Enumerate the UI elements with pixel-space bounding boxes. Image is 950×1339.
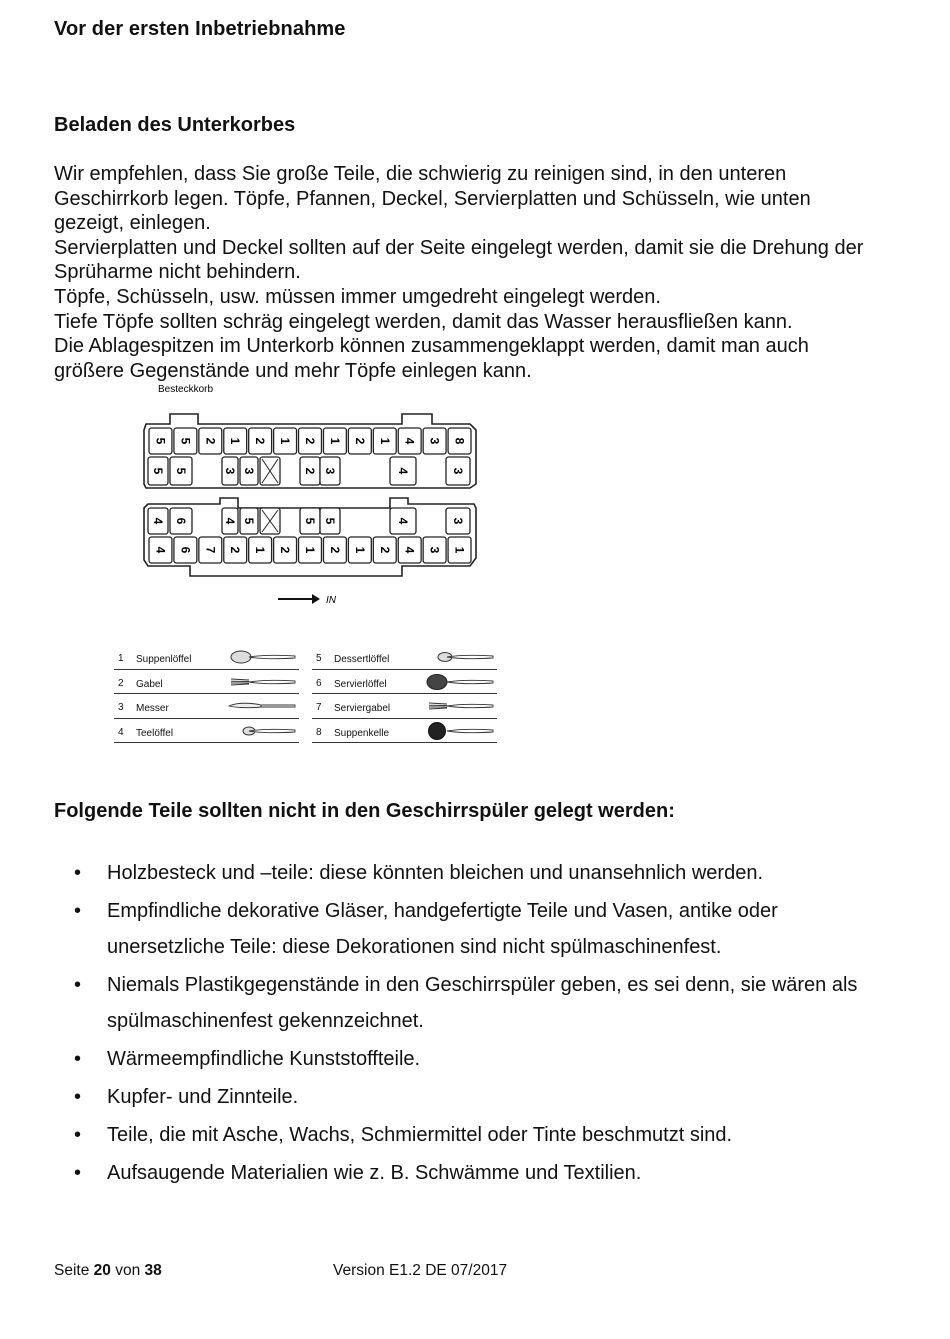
- warning-item: [54, 1041, 874, 1077]
- cell-number: 7: [203, 546, 218, 554]
- basket-cell: [323, 428, 346, 454]
- cell-number: 8: [452, 437, 467, 445]
- bullet-icon: •: [74, 900, 82, 922]
- bullet-icon: •: [74, 1048, 82, 1070]
- bullet-icon: •: [74, 1124, 82, 1146]
- cell-number: 2: [377, 546, 392, 554]
- basket-cell: [299, 428, 322, 454]
- warning-item-text: Teile, die mit Asche, Wachs, Schmiermittel oder Tinte beschmutzt sind.: [107, 1124, 733, 1146]
- warning-item-text: Holzbesteck und –teile: diese könnten bleichen und unansehnlich werden.: [107, 862, 764, 884]
- basket-cell: [199, 537, 222, 563]
- cell-number: 5: [151, 467, 165, 475]
- cell-number: 2: [228, 546, 243, 554]
- basket-cell: [222, 457, 238, 485]
- ladle-icon: [425, 721, 495, 741]
- basket-cell: [423, 537, 446, 563]
- basket-cell: [446, 508, 470, 534]
- basket-cell: [390, 457, 416, 485]
- cell-number: 4: [151, 517, 165, 525]
- legend-label: Suppenlöffel: [136, 654, 192, 665]
- knife-icon: [227, 696, 297, 716]
- cell-number: 6: [178, 546, 193, 554]
- cell-number: 3: [323, 467, 337, 475]
- cell-number: 4: [153, 546, 168, 554]
- basket-cell: [240, 508, 258, 534]
- legend-label: Teelöffel: [136, 727, 174, 739]
- legend-label: Servierlöffel: [334, 678, 387, 690]
- direction-label: IN: [326, 595, 336, 606]
- basket-cell: [348, 428, 371, 454]
- cell-number: 2: [303, 467, 317, 475]
- dessert-spoon-icon: [425, 647, 495, 667]
- teaspoon-icon: [227, 721, 297, 741]
- cell-number: 3: [451, 517, 465, 525]
- arrow-head-icon: [312, 594, 320, 604]
- basket-cell: [170, 508, 192, 534]
- warning-item: [54, 893, 874, 965]
- cell-number: 2: [203, 437, 218, 445]
- intro-paragraph: Servierplatten und Deckel sollten auf der Seite eingelegt werden, damit sie die Drehung der Sprüharme nicht behindern.: [54, 236, 864, 284]
- legend-number: 6: [316, 677, 322, 689]
- cell-number: 2: [278, 546, 293, 554]
- cell-number: 3: [242, 467, 256, 475]
- cell-number: 3: [427, 437, 442, 445]
- cell-number: 1: [352, 546, 367, 554]
- footer-page-prefix: Seite: [54, 1262, 90, 1279]
- cell-number: 2: [303, 437, 317, 445]
- basket-cell: [240, 457, 258, 485]
- cell-number: 5: [178, 437, 193, 445]
- cell-number: 5: [323, 517, 337, 525]
- cell-number: 1: [303, 546, 317, 554]
- legend-row: [114, 694, 299, 719]
- cell-number: 2: [352, 437, 367, 445]
- cutlery-basket-svg: [140, 380, 485, 608]
- basket-cell: [448, 537, 471, 563]
- basket-cell: [260, 457, 280, 485]
- cell-number: 3: [451, 467, 465, 475]
- legend-row: [312, 645, 497, 670]
- basket-cell: [423, 428, 446, 454]
- basket-cell: [174, 537, 197, 563]
- basket-cell: [320, 457, 340, 485]
- basket-cell: [224, 428, 247, 454]
- basket-cell: [274, 428, 297, 454]
- legend-number: 5: [316, 653, 322, 664]
- legend-row: [114, 670, 299, 695]
- legend-row: [312, 719, 497, 744]
- legend-label: Serviergabel: [334, 703, 391, 714]
- basket-cell: [199, 428, 222, 454]
- basket-cell: [170, 457, 192, 485]
- cell-number: 1: [452, 546, 467, 554]
- legend-number: 1: [118, 653, 124, 664]
- basket-cell: [300, 508, 320, 534]
- warning-item-text: Kupfer- und Zinnteile.: [107, 1086, 299, 1108]
- cell-number: 4: [223, 517, 237, 525]
- basket-cell: [320, 508, 340, 534]
- legend-row: [114, 645, 299, 670]
- cell-number: 2: [253, 437, 268, 445]
- cell-number: 4: [396, 467, 410, 475]
- basket-cell: [260, 508, 280, 534]
- warning-item-text: Wärmeempfindliche Kunststoffteile.: [107, 1048, 421, 1070]
- footer-page-current: 20: [93, 1262, 111, 1279]
- legend-row: [312, 670, 497, 695]
- cell-number: 5: [303, 517, 317, 525]
- serving-fork-icon: [425, 696, 495, 716]
- basket-cell: [149, 537, 172, 563]
- cell-number: 1: [377, 437, 392, 445]
- bullet-icon: •: [74, 974, 82, 996]
- basket-cell: [224, 537, 247, 563]
- basket-cell: [348, 537, 371, 563]
- warning-item: [54, 967, 874, 1039]
- basket-cell: [174, 428, 197, 454]
- intro-paragraph: Tiefe Töpfe sollten schräg eingelegt werden, damit das Wasser herausfließen kann.: [54, 310, 793, 333]
- intro-paragraph: Die Ablagespitzen im Unterkorb können zusammengeklappt werden, damit man auch größere Gegenstände und mehr Töpfe einlegen kann.: [54, 335, 809, 382]
- basket-cell: [149, 428, 172, 454]
- basket-cell: [323, 537, 346, 563]
- warning-item-text: Niemals Plastikgegenstände in den Geschirrspüler geben, es sei denn, sie wären als spülmaschinenfest gekennzeichnet.: [107, 974, 858, 1032]
- legend-label: Suppenkelle: [334, 727, 390, 739]
- legend-number: 4: [118, 726, 124, 738]
- basket-cell: [373, 537, 396, 563]
- cell-number: 4: [396, 517, 410, 525]
- cell-number: 1: [228, 437, 243, 445]
- legend-column-left: [114, 645, 299, 743]
- legend-number: 7: [316, 702, 322, 713]
- legend-number: 3: [118, 702, 124, 713]
- footer-version: Version E1.2 DE 07/2017: [333, 1262, 508, 1279]
- intro-paragraph: Töpfe, Schüsseln, usw. müssen immer umgedreht eingelegt werden.: [54, 285, 661, 308]
- warning-item-text: Empfindliche dekorative Gläser, handgefertigte Teile und Vasen, antike oder unersetzliche Teile: diese Dekorationen sind nicht spülmaschinenfest.: [107, 900, 778, 958]
- bullet-icon: •: [74, 862, 82, 884]
- cell-number: 1: [253, 546, 268, 554]
- legend-number: 8: [316, 726, 322, 738]
- cell-number: 1: [278, 437, 293, 445]
- basket-cell: [446, 457, 470, 485]
- warning-item: [54, 1155, 874, 1191]
- warning-item: [54, 1079, 874, 1115]
- legend-label: Messer: [136, 703, 169, 714]
- intro-paragraph: Wir empfehlen, dass Sie große Teile, die schwierig zu reinigen sind, in den unteren Geschirrkorb legen. Töpfe, Pfannen, Deckel, Servierplatten und Schüsseln, wie unten gezeigt, einlegen.: [54, 163, 811, 235]
- basket-cell: [299, 537, 322, 563]
- intro-text: [54, 162, 884, 383]
- footer-page-mid: von: [115, 1262, 141, 1279]
- legend-label: Dessertlöffel: [334, 654, 390, 665]
- bullet-icon: •: [74, 1086, 82, 1108]
- legend-label: Gabel: [136, 678, 163, 690]
- cell-number: 4: [402, 546, 417, 554]
- basket-cell: [398, 537, 421, 563]
- basket-cell: [390, 508, 416, 534]
- bullet-icon: •: [74, 1162, 82, 1184]
- footer-page-total: 38: [144, 1262, 162, 1279]
- cell-number: 1: [327, 437, 342, 445]
- fork-icon: [227, 672, 297, 692]
- page-header: Vor der ersten Inbetriebnahme: [54, 18, 346, 40]
- basket-cell: [222, 508, 238, 534]
- cell-number: 5: [153, 437, 168, 445]
- legend-column-right: [312, 645, 497, 743]
- cell-number: 5: [242, 517, 256, 525]
- basket-cell: [398, 428, 421, 454]
- diagram-caption: Besteckkorb: [158, 384, 214, 395]
- legend-row: [312, 694, 497, 719]
- basket-cell: [148, 457, 168, 485]
- cutlery-basket-diagram: [140, 380, 485, 608]
- cell-number: 4: [402, 437, 417, 445]
- basket-cell: [249, 428, 272, 454]
- basket-cell: [373, 428, 396, 454]
- cell-number: 3: [427, 546, 442, 554]
- basket-cell: [249, 537, 272, 563]
- footer-page-number: [54, 1262, 162, 1280]
- cell-number: 5: [174, 467, 188, 475]
- basket-cell: [274, 537, 297, 563]
- legend-number: 2: [118, 677, 124, 689]
- warning-item: [54, 1117, 874, 1153]
- basket-cell: [448, 428, 471, 454]
- warning-item: [54, 855, 874, 891]
- cell-number: 2: [327, 546, 342, 554]
- basket-cell: [300, 457, 320, 485]
- warning-title: Folgende Teile sollten nicht in den Geschirrspüler gelegt werden:: [54, 800, 675, 822]
- warning-list: [54, 855, 874, 1193]
- basket-cell: [148, 508, 168, 534]
- serving-spoon-icon: [425, 672, 495, 692]
- warning-item-text: Aufsaugende Materialien wie z. B. Schwämme und Textilien.: [107, 1162, 642, 1184]
- cell-number: 6: [174, 517, 188, 525]
- soup-spoon-icon: [227, 647, 297, 667]
- cell-number: 3: [223, 467, 237, 475]
- legend-row: [114, 719, 299, 744]
- cutlery-legend: [114, 645, 499, 750]
- section-title: Beladen des Unterkorbes: [54, 114, 296, 136]
